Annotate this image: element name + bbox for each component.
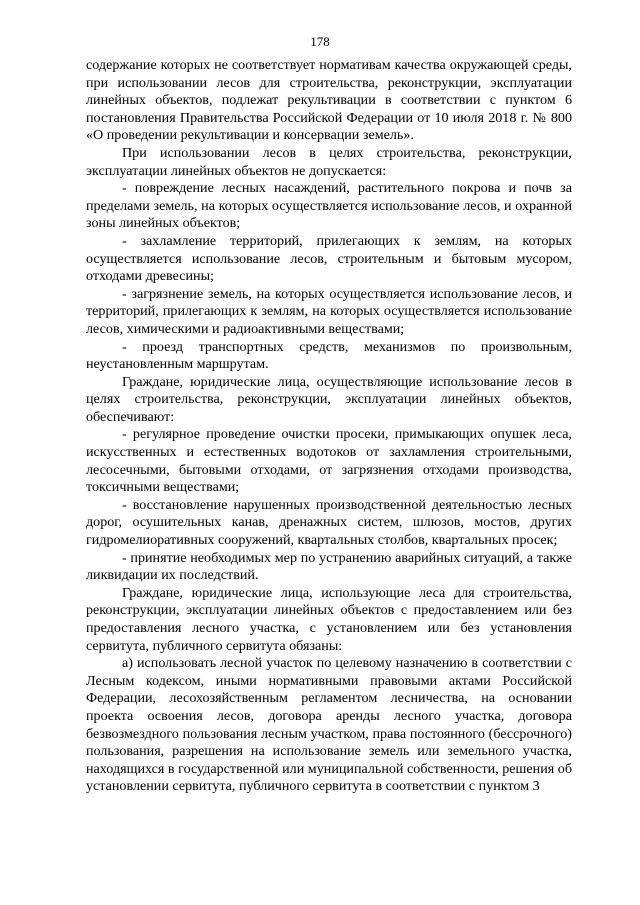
paragraph: - захламление территорий, прилегающих к землям, на которых осуществляется использование лесов, строительным и бытовым мусором, отходами древесины; (86, 232, 572, 285)
paragraph: - проезд транспортных средств, механизмов по произвольным, неустановленным маршрутам. (86, 338, 572, 373)
paragraph: - регулярное проведение очистки просеки, примыкающих опушек леса, искусственных и естественных водотоков от захламления строительными, лесосечными, бытовыми отходами, от загрязнения отходами производства, токсичными веществами; (86, 426, 572, 496)
paragraph: При использовании лесов в целях строительства, реконструкции, эксплуатации линейных объектов не допускается: (86, 144, 572, 179)
paragraph: содержание которых не соответствует нормативам качества окружающей среды, при использовании лесов для строительства, реконструкции, эксплуатации линейных объектов, подлежат рекультивации в соответствии с пунктом 6 постановления Правительства Российской Федерации от 10 июля 2018 г. № 800 «О проведении рекультивации и консервации земель». (86, 57, 572, 144)
paragraph: Граждане, юридические лица, осуществляющие использование лесов в целях строительства, реконструкции, эксплуатации линейных объектов, обеспечивают: (86, 373, 572, 425)
paragraph: а) использовать лесной участок по целевому назначению в соответствии с Лесным кодексом, иными нормативными правовыми актами Российской Федерации, лесохозяйственным регламентом лесничества, на основании проекта освоения лесов, договора аренды лесного участка, договора безвозмездного пользования лесным участком, права постоянного (бессрочного) пользования, разрешения на использование земель или земельного участка, находящихся в государственной или муниципальной собственности, решения об установлении сервитута, публичного сервитута в соответствии с пунктом 3 (86, 655, 572, 795)
paragraph: - восстановление нарушенных производственной деятельностью лесных дорог, осушительных канав, дренажных систем, шлюзов, мостов, других гидромелиоративных сооружений, квартальных столбов, квартальных просек; (86, 496, 572, 549)
document-body (86, 57, 572, 796)
paragraph: - загрязнение земель, на которых осуществляется использование лесов, и территорий, прилегающих к землям, на которых осуществляется использование лесов, химическими и радиоактивными веществами; (86, 285, 572, 337)
paragraph: - принятие необходимых мер по устранению аварийных ситуаций, а также ликвидации их последствий. (86, 549, 572, 584)
paragraph: - повреждение лесных насаждений, растительного покрова и почв за пределами земель, на которых осуществляется использование лесов, и охранной зоны линейных объектов; (86, 180, 572, 232)
page-number: 178 (310, 34, 330, 49)
paragraph: Граждане, юридические лица, использующие леса для строительства, реконструкции, эксплуатации линейных объектов с предоставлением или без предоставления лесного участка, с установлением или без установления сервитута, публичного сервитута обязаны: (86, 584, 572, 654)
